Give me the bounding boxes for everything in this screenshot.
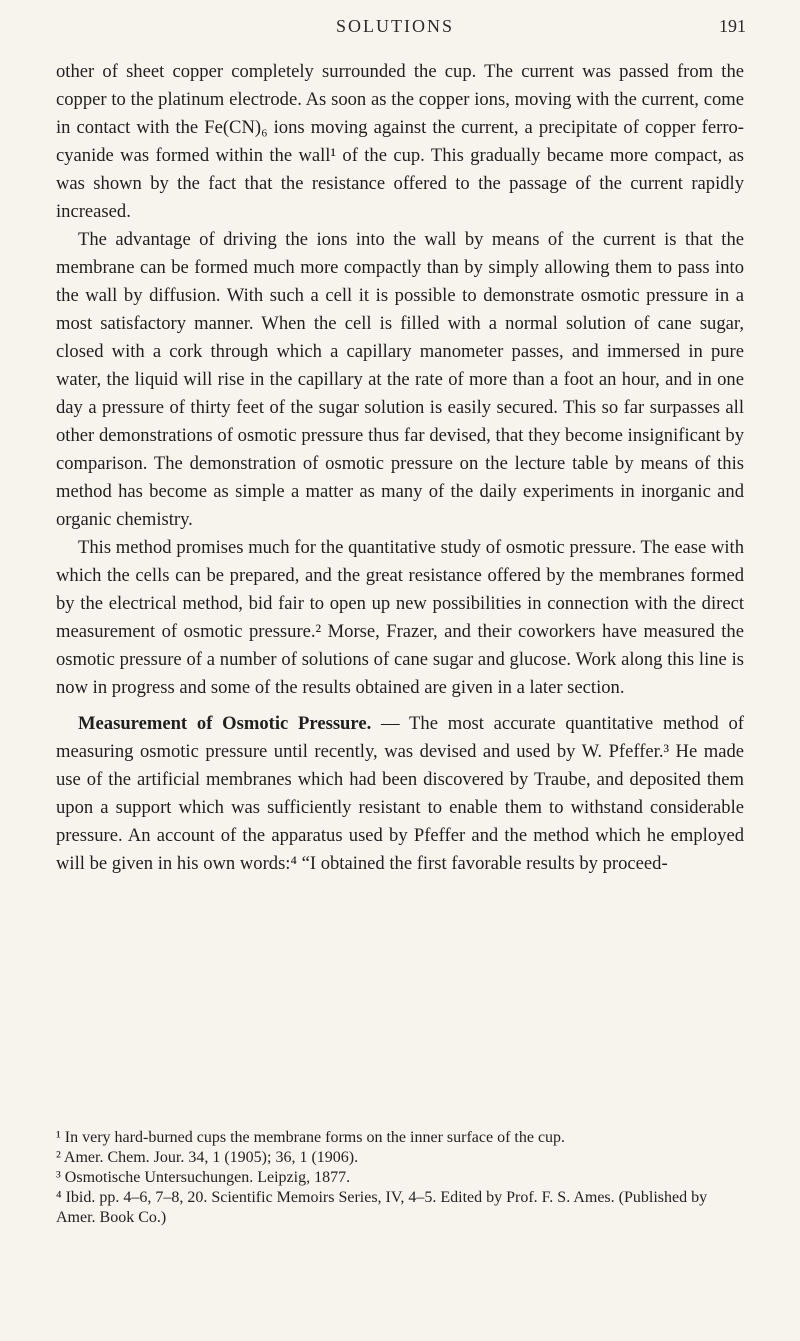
page-number: 191 — [719, 16, 746, 36]
paragraph-2: The advantage of driving the ions into the wall by means of the current is that the membrane can be formed much more compactly than by simply allowing them to pass into the wall by diffusion. With such a cell it is possible to demonstrate osmotic pressure in a most satisfactory manner. When the cell is filled with a normal solution of cane sugar, closed with a cork through which a capillary manometer passes, and immersed in pure water, the liquid will rise in the capillary at the rate of more than a foot an hour, and in one day a pressure of thirty feet of the sugar solution is easily secured. This so far surpasses all other demonstrations of osmotic pressure thus far devised, that they become insignificant by comparison. The demonstration of osmotic pressure on the lecture table by means of this method has become as simple a matter as many of the daily experiments in inorganic and organic chemistry. — [56, 229, 744, 530]
body-text — [56, 58, 744, 878]
section-text: — The most accurate quantitative method of measuring osmotic pressure until recently, was devised and used by W. Pfeffer.³ He made use of the artificial membranes which had been discovered by Traube, and deposited them upon a support which was sufficiently resistant to enable them to withstand considerable pressure. An account of the apparatus used by Pfeffer and the method which he employed will be given in his own words:⁴ “I obtained the first favorable results by proceed- — [56, 713, 744, 874]
paragraph-1: other of sheet copper completely surrounded the cup. The current was passed from the copper to the platinum electrode. As soon as the copper ions, moving with the current, come in contact with the Fe(CN)₆ ions moving against the current, a precipitate of copper ferro-cyanide was formed within the wall¹ of the cup. This gradually became more compact, as was shown by the fact that the resistance offered to the passage of the current rapidly increased. — [56, 61, 744, 222]
footnote-4: ⁴ Ibid. pp. 4–6, 7–8, 20. Scientific Memoirs Series, IV, 4–5. Edited by Prof. F. S. Ames. (Published by Amer. Book Co.) — [56, 1189, 708, 1226]
section-paragraph — [56, 710, 744, 878]
footnote-2: ² Amer. Chem. Jour. 34, 1 (1905); 36, 1 (1906). — [56, 1149, 359, 1166]
footnote-1: ¹ In very hard-burned cups the membrane forms on the inner surface of the cup. — [56, 1129, 566, 1146]
section-heading: Measurement of Osmotic Pressure. — [78, 713, 372, 734]
running-head: SOLUTIONS — [335, 16, 454, 36]
footnote-3: ³ Osmotische Untersuchungen. Leipzig, 1877. — [56, 1169, 351, 1186]
page-header — [44, 16, 746, 40]
paragraph-3: This method promises much for the quantitative study of osmotic pressure. The ease with which the cells can be prepared, and the great resistance offered by the membranes formed by the electrical method, bid fair to open up new possibilities in connection with the direct measurement of osmotic pressure.² Morse, Frazer, and their coworkers have measured the osmotic pressure of a number of solutions of cane sugar and glucose. Work along this line is now in progress and some of the results obtained are given in a later section. — [56, 537, 744, 698]
footnotes — [56, 1128, 744, 1228]
